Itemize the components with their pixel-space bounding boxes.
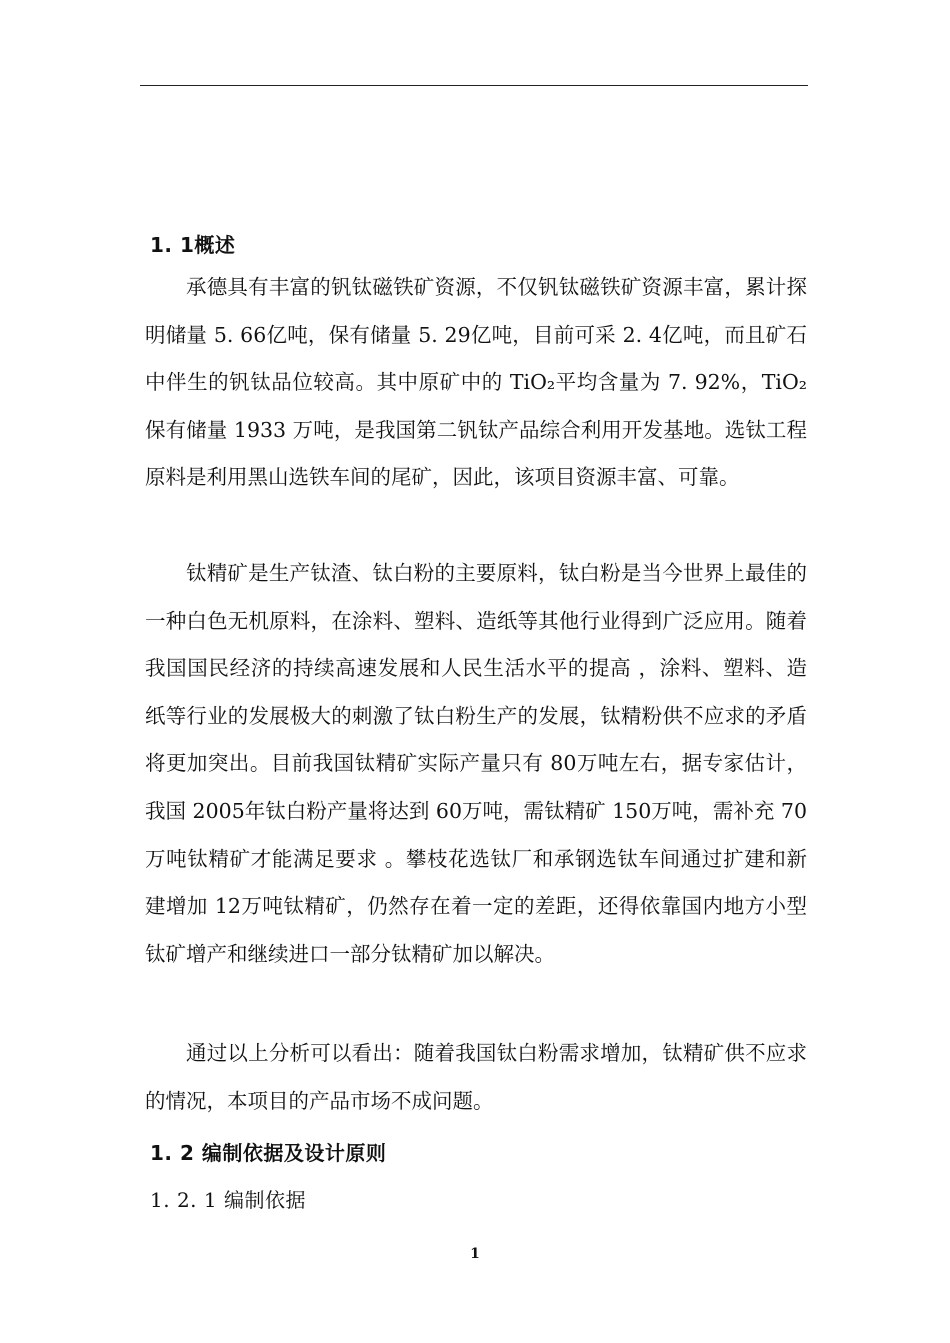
subsection-heading-basis: 1. 2. 1 编制依据 xyxy=(150,1188,306,1212)
paragraph-resources: 承德具有丰富的钒钛磁铁矿资源，不仅钒钛磁铁矿资源丰富，累计探明储量 5. 66亿吨，保有储量 5. 29亿吨，目前可采 2. 4亿吨，而且矿石中伴生的钒钛品位较高。其中原矿中的 TiO₂平均含量为 7. 92%，TiO₂保有储量 1933 万吨，是我国第二钒钛产品综合利用开发基地。选钛工程原料是利用黑山选铁车间的尾矿，因此，该项目资源丰富、可靠。 xyxy=(145,275,807,490)
header-rule xyxy=(140,85,808,86)
section-heading-overview: 1. 1概述 xyxy=(150,233,236,257)
paragraph-market: 钛精矿是生产钛渣、钛白粉的主要原料，钛白粉是当今世界上最佳的一种白色无机原料，在涂料、塑料、造纸等其他行业得到广泛应用。随着我国国民经济的持续高速发展和人民生活水平的提高 ，涂料、塑料、造纸等行业的发展极大的刺激了钛白粉生产的发展，钛精粉供不应求的矛盾将更加突出。目前我国钛精矿实际产量只有 80万吨左右，据专家估计，我国 2005年钛白粉产量将达到 60万吨，需钛精矿 150万吨，需补充 70万吨钛精矿才能满足要求 。攀枝花选钛厂和承钢选钛车间通过扩建和新建增加 12万吨钛精矿，仍然存在着一定的差距，还得依靠国内地方小型钛矿增产和继续进口一部分钛精矿加以解决。 xyxy=(145,561,807,966)
page-number: 1 xyxy=(470,1246,480,1262)
paragraph-conclusion: 通过以上分析可以看出：随着我国钛白粉需求增加，钛精矿供不应求的情况，本项目的产品市场不成问题。 xyxy=(145,1041,807,1113)
section-heading-basis-principles: 1. 2 编制依据及设计原则 xyxy=(150,1141,387,1165)
